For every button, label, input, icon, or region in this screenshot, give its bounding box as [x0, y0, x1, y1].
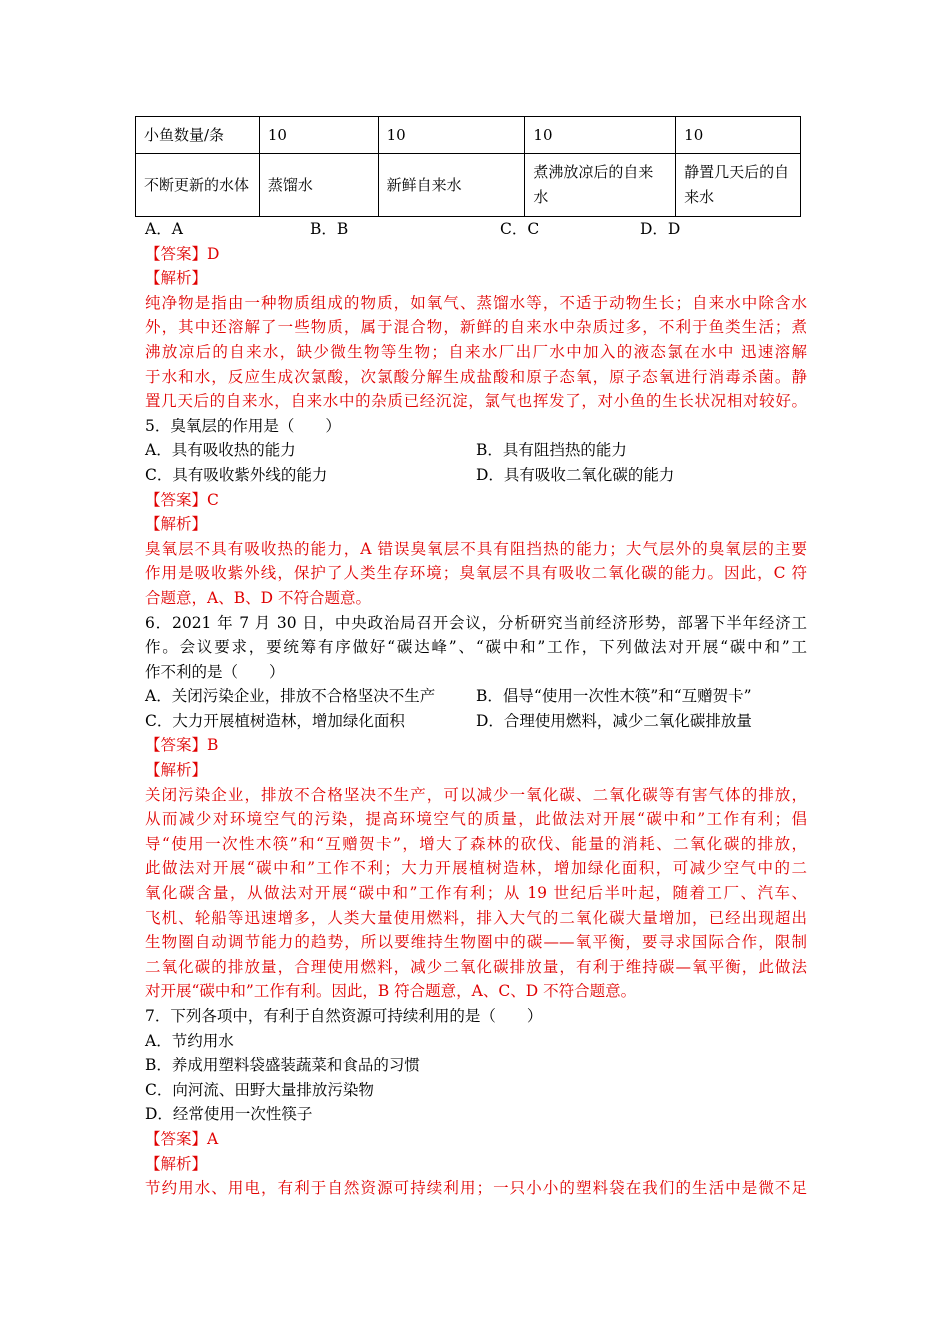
q6-option-a: A．关闭污染企业，排放不合格坚决不生产	[145, 687, 436, 706]
q6-analysis-line: 此做法对开展“碳中和”工作不利；大力开展植树造林，增加绿化面积，可减少空气中的二	[145, 859, 807, 878]
q7-analysis-label: 【解析】	[145, 1154, 208, 1173]
q6-answer: 【答案】B	[145, 736, 219, 755]
q4-option-d: D．D	[640, 220, 681, 238]
table-cell: 10	[676, 117, 801, 154]
document-page	[145, 116, 807, 1201]
q5-option-d: D．具有吸收二氧化碳的能力	[476, 465, 675, 484]
table-cell: 10	[525, 117, 676, 154]
q5-analysis-line: 臭氧层不具有吸收热的能力，A 错误臭氧层不具有阻挡热的能力；大气层外的臭氧层的主要	[145, 539, 807, 558]
q7-stem: 7．下列各项中，有利于自然资源可持续利用的是（ ）	[145, 1007, 543, 1025]
q6-stem-line: 作不利的是（ ）	[145, 662, 285, 681]
q4-answer: 【答案】D	[145, 244, 220, 263]
q5-option-c: C．具有吸收紫外线的能力	[145, 465, 328, 484]
q6-analysis-line: 对开展“碳中和”工作有利。因此，B 符合题意，A、C、D 不符合题意。	[145, 982, 637, 1001]
table-cell: 蒸馏水	[259, 154, 378, 217]
q6-analysis-line: 关闭污染企业，排放不合格坚决不生产，可以减少一氧化碳、二氧化碳等有害气体的排放，	[145, 785, 807, 804]
q5-option-b: B．具有阻挡热的能力	[476, 441, 627, 460]
q6-analysis-line: 二氧化碳的排放量，合理使用燃料，减少二氧化碳排放量，有利于维持碳—氧平衡，此做法	[145, 957, 807, 976]
q6-analysis-line: 从而减少对环境空气的污染，提高环境空气的质量，此做法对开展“碳中和”工作有利；倡	[145, 810, 807, 829]
table-row	[136, 117, 801, 154]
table-cell: 不断更新的水体	[136, 154, 260, 217]
q5-analysis-line: 合题意，A、B、D 不符合题意。	[145, 588, 371, 607]
q4-analysis-line: 外，其中还溶解了一些物质，属于混合物，新鲜的自来水中杂质过多，不利于鱼类生活；煮	[145, 318, 807, 337]
q6-options-row	[145, 684, 807, 709]
q7-option-a: A．节约用水	[145, 1031, 234, 1050]
q5-analysis-line: 作用是吸收紫外线，保护了人类生存环境；臭氧层不具有吸收二氧化碳的能力。因此，C 符	[145, 564, 807, 583]
q6-analysis-line: 生物圈自动调节能力的趋势，所以要维持生物圈中的碳——氧平衡，要寻求国际合作，限制	[145, 933, 807, 952]
q4-analysis-line: 于水和水，反应生成次氯酸，次氯酸分解生成盐酸和原子态氧，原子态氧进行消毒杀菌。静	[145, 367, 807, 386]
q4-analysis-label: 【解析】	[145, 269, 208, 288]
q6-option-c: C．大力开展植树造林，增加绿化面积	[145, 711, 405, 730]
q6-stem-line: 6．2021 年 7 月 30 日，中央政治局召开会议，分析研究当前经济形势，部署下半年经济工	[145, 613, 807, 632]
q4-option-b: B．B	[310, 220, 349, 238]
q7-option-b: B．养成用塑料袋盛装蔬菜和食品的习惯	[145, 1056, 420, 1075]
q6-analysis-line: 氧化碳含量，从做法对开展“碳中和”工作有利；从 19 世纪后半叶起，随着工厂、汽车、	[145, 884, 807, 903]
table-cell: 新鲜自来水	[378, 154, 525, 217]
q4-option-a: A．A	[145, 220, 183, 238]
q4-option-c: C．C	[500, 220, 540, 238]
q6-analysis-label: 【解析】	[145, 761, 208, 780]
q4-analysis-line: 置几天后的自来水，自来水中的杂质已经沉淀，氯气也挥发了，对小鱼的生长状况相对较好。	[145, 392, 807, 411]
table-cell: 煮沸放凉后的自来水	[525, 154, 676, 217]
q7-answer: 【答案】A	[145, 1129, 219, 1148]
q5-options-row	[145, 438, 807, 463]
q7-analysis-line: 节约用水、用电，有利于自然资源可持续利用；一只小小的塑料袋在我们的生活中是微不足	[145, 1179, 807, 1198]
table-cell: 10	[378, 117, 525, 154]
table-cell: 静置几天后的自来水	[676, 154, 801, 217]
q6-option-b: B．倡导“使用一次性木筷”和“互赠贺卡”	[476, 687, 752, 706]
q5-stem: 5．臭氧层的作用是（ ）	[145, 416, 341, 435]
q7-option-c: C．向河流、田野大量排放污染物	[145, 1080, 374, 1099]
q6-stem-line: 作。会议要求，要统筹有序做好“碳达峰”、“碳中和”工作，下列做法对开展“碳中和”工	[145, 638, 807, 657]
q6-analysis-line: 飞机、轮船等迅速增多，人类大量使用燃料，排入大气的二氧化碳大量增加，已经出现超出	[145, 908, 807, 927]
q5-options-row	[145, 463, 807, 488]
q7-option-d: D．经常使用一次性筷子	[145, 1105, 313, 1124]
q5-answer: 【答案】C	[145, 490, 219, 509]
q4-analysis-line: 纯净物是指由一种物质组成的物质，如氧气、蒸馏水等，不适于动物生长；自来水中除含水	[145, 293, 807, 312]
table-cell: 10	[259, 117, 378, 154]
fish-experiment-table	[135, 116, 801, 217]
q6-options-row	[145, 709, 807, 734]
q4-analysis-line: 沸放凉后的自来水，缺少微生物等生物；自来水厂出厂水中加入的液态氯在水中 迅速溶解	[145, 342, 807, 361]
q4-options	[145, 217, 807, 242]
table-cell: 小鱼数量/条	[136, 117, 260, 154]
q6-option-d: D．合理使用燃料，减少二氧化碳排放量	[476, 711, 752, 730]
q5-analysis-label: 【解析】	[145, 515, 208, 534]
table-row	[136, 154, 801, 217]
q5-option-a: A．具有吸收热的能力	[145, 441, 296, 460]
q6-analysis-line: 导“使用一次性木筷”和“互赠贺卡”，增大了森林的砍伐、能量的消耗、二氧化碳的排放，	[145, 834, 807, 853]
